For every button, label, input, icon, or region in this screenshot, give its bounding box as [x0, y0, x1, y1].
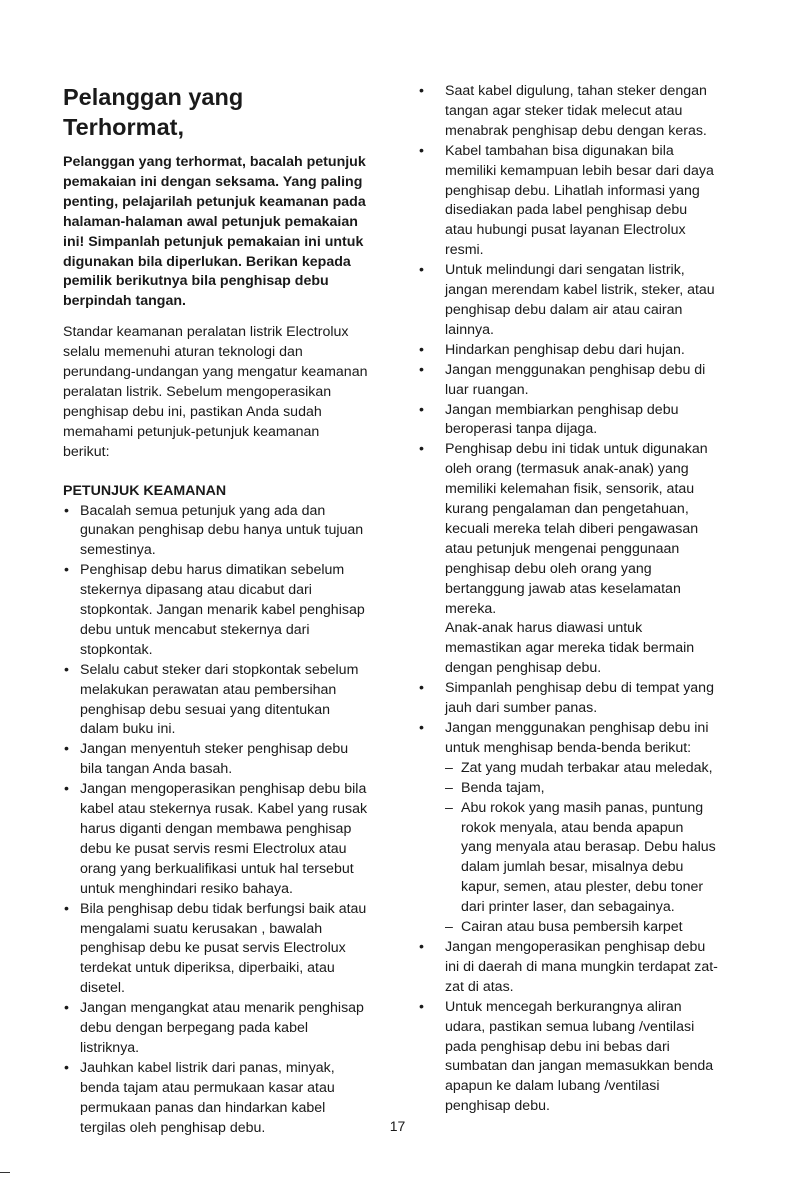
list-item	[418, 719, 718, 938]
safety-list-left	[63, 502, 368, 1139]
list-item	[418, 440, 718, 679]
left-column	[63, 82, 368, 1139]
list-item: • Jangan membiarkan penghisap debu beroperasi tanpa dijaga.	[418, 401, 718, 441]
sub-list-item: – Cairan atau busa pembersih karpet	[445, 918, 718, 938]
page-title: Pelanggan yang Terhormat,	[63, 84, 244, 140]
list-item: • Jangan mengoperasikan penghisap debu ini di daerah di mana mungkin terdapat zat-zat di atas.	[418, 938, 718, 998]
list-item: • Bila penghisap debu tidak berfungsi baik atau mengalami suatu kerusakan , bawalah penghisap debu ke pusat servis Electrolux terdekat untuk diperiksa, diperbaiki, atau disetel.	[63, 900, 368, 1000]
safety-heading: PETUNJUK KEAMANAN	[63, 482, 227, 499]
list-item: • Penghisap debu harus dimatikan sebelum stekernya dipasang atau dicabut dari stopkontak. Jangan menarik kabel penghisap debu untuk mencabut stekernya dari stopkontak.	[63, 561, 368, 661]
crop-mark	[0, 1172, 10, 1173]
sub-list-item: – Abu rokok yang masih panas, puntung rokok menyala, atau benda apapun yang menyala atau berasap. Debu halus dalam jumlah besar, misalnya debu kapur, semen, atau plester, debu toner dari printer laser, dan sebagainya.	[445, 799, 718, 918]
list-item-text: Jangan menggunakan penghisap debu ini untuk menghisap benda-benda berikut:	[445, 720, 709, 756]
list-item: • Untuk melindungi dari sengatan listrik, jangan merendam kabel listrik, steker, atau penghisap debu dalam air atau cairan lainnya.	[418, 261, 718, 341]
list-item-text: Penghisap debu ini tidak untuk digunakan oleh orang (termasuk anak-anak) yang memiliki kelemahan fisik, sensorik, atau kurang pengalaman dan pengetahuan, kecuali mereka telah diberi pengawasan atau petunjuk mengenai penggunaan penghisap debu oleh orang yang bertanggung jawab atas keselamatan mereka.	[445, 441, 708, 617]
list-item: • Jangan menggunakan penghisap debu di luar ruangan.	[418, 361, 718, 401]
list-item: • Kabel tambahan bisa digunakan bila memiliki kemampuan lebih besar dari daya penghisap debu. Lihatlah informasi yang disediakan pada label penghisap debu atau hubungi pusat layanan Electrolux resmi.	[418, 142, 718, 261]
list-item: • Untuk mencegah berkurangnya aliran udara, pastikan semua lubang /ventilasi pada penghisap debu ini bebas dari sumbatan dan jangan memasukkan benda apapun ke dalam lubang /ventilasi penghisap debu.	[418, 998, 718, 1117]
intro-paragraph: Standar keamanan peralatan listrik Electrolux selalu memenuhi aturan teknologi dan perundang-undangan yang mengatur keamanan peralatan listrik. Sebelum mengoperasikan penghisap debu ini, pastikan Anda sudah memahami petunjuk-petunjuk keamanan berikut:	[63, 324, 368, 460]
list-item: • Simpanlah penghisap debu di tempat yang jauh dari sumber panas.	[418, 679, 718, 719]
sub-list	[445, 759, 718, 938]
list-item: • Bacalah semua petunjuk yang ada dan gunakan penghisap debu hanya untuk tujuan semestinya.	[63, 502, 368, 562]
list-item: • Hindarkan penghisap debu dari hujan.	[418, 341, 718, 361]
list-item: • Jauhkan kabel listrik dari panas, minyak, benda tajam atau permukaan kasar atau permukaan panas dan hindarkan kabel tergilas oleh penghisap debu.	[63, 1059, 368, 1139]
sub-list-item: – Benda tajam,	[445, 779, 718, 799]
children-note: Anak-anak harus diawasi untuk memastikan agar mereka tidak bermain dengan penghisap debu.	[445, 620, 695, 677]
right-column	[418, 82, 718, 1117]
list-item: • Jangan menyentuh steker penghisap debu bila tangan Anda basah.	[63, 740, 368, 780]
list-item: • Jangan mengoperasikan penghisap debu bila kabel atau stekernya rusak. Kabel yang rusak harus diganti dengan membawa penghisap debu ke pusat servis resmi Electrolux atau orang yang berkualifikasi untuk hal tersebut untuk menghindari resiko bahaya.	[63, 780, 368, 899]
intro-bold-paragraph: Pelanggan yang terhormat, bacalah petunjuk pemakaian ini dengan seksama. Yang paling penting, pelajarilah petunjuk keamanan pada halaman-halaman awal petunjuk pemakaian ini! Simpanlah petunjuk pemakaian ini untuk digunakan bila diperlukan. Berikan kepada pemilik berikutnya bila penghisap debu berpindah tangan.	[63, 154, 366, 310]
safety-list-right	[418, 82, 718, 1117]
sub-list-item: – Zat yang mudah terbakar atau meledak,	[445, 759, 718, 779]
list-item: • Selalu cabut steker dari stopkontak sebelum melakukan perawatan atau pembersihan penghisap debu sesuai yang ditentukan dalam buku ini.	[63, 661, 368, 741]
list-item: • Saat kabel digulung, tahan steker dengan tangan agar steker tidak melecut atau menabrak penghisap debu dengan keras.	[418, 82, 718, 142]
page-number: 17	[389, 1118, 406, 1134]
list-item: • Jangan mengangkat atau menarik penghisap debu dengan berpegang pada kabel listriknya.	[63, 999, 368, 1059]
